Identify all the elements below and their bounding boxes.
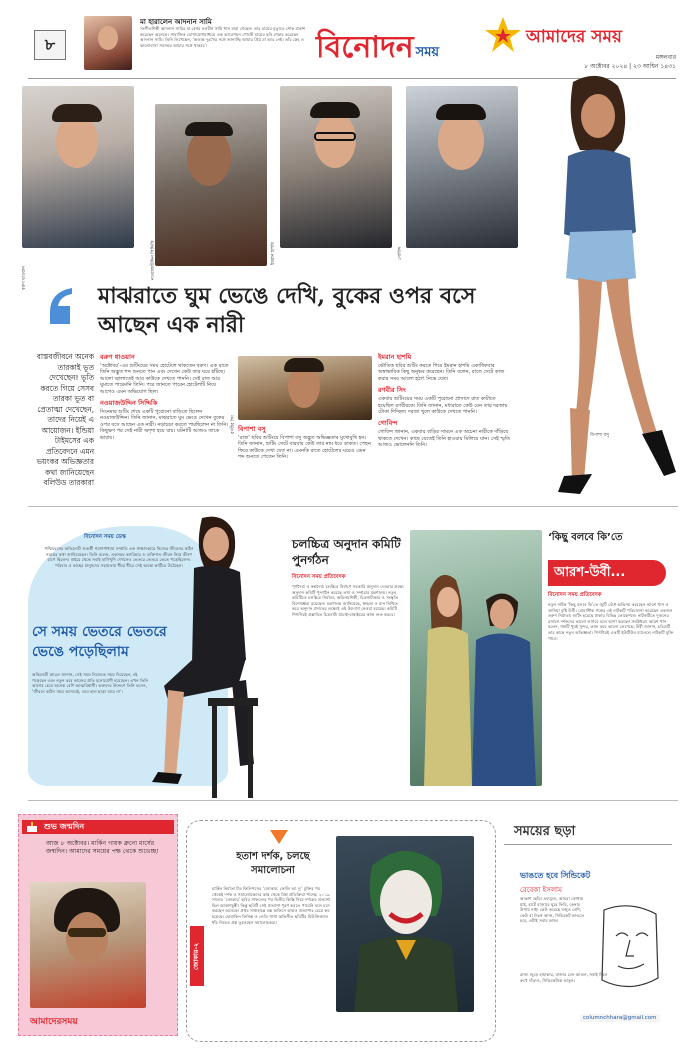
rhyme-poem-title: ভাঙতে হবে সিন্ডিকেট <box>520 871 591 880</box>
joker-headline: হতাশ দর্শক, চলছে সমালোচনা <box>236 851 310 876</box>
main-col3 <box>378 352 512 504</box>
story-right-tagline: ‘কিছু বলবে কি’তে <box>548 532 623 543</box>
photo-ranveer <box>238 356 372 420</box>
joker-side-label: জোকার-২ <box>192 942 200 970</box>
photo-bruno <box>30 882 146 1008</box>
photo-varun <box>22 86 134 248</box>
rhyme-title: সময়ের ছড়া <box>514 824 576 839</box>
main-col2 <box>238 424 372 504</box>
star-icon <box>484 16 522 54</box>
story-left-text: পশ্চিমবঙ্গের অভিনেত্রী শুভশ্রী গঙ্গোপাধ্যায় সম্প্রতি এক সাক্ষাৎকারে নিজের জীবনের কঠিন সময়ের কথা জানিয়েছেন। তিনি বলেন, একসময় ক্যারিয়ার ও ব্যক্তিগত জীবন নিয়ে ভীষণ চাপে ছিলেন। বাইরে থেকে সবাই হাসিখুশি দেখলেও ভেতরে ভেতরে ভেঙে পড়েছিলেন। পরিবার ও কাছের মানুষদের সহায়তায় ধীরে ধীরে সেই অবস্থা কাটিয়ে উঠেছেন। <box>44 546 194 568</box>
story-text: একবার শুটিংয়ের সময় একটি পুরোনো প্রাসাদে রাত কাটাতে হয়েছিল রণবীরকে। তিনি জানান, মধ্যরাতে কেউ যেন তার দরজায় টোকা দিচ্ছিল। দরজা খুলে কাউকে দেখতে পাননি। <box>378 396 508 416</box>
brand-name: আমাদের সময় <box>526 27 622 47</box>
columnist-text: সংগীতশিল্পী আদনান সামির মা বেগম নওরীন সামি খান মারা গেছেন। তার মায়ের মৃত্যুতে শোক প্রকাশ করেছেন অনেকে। সামাজিক যোগাযোগমাধ্যমে এক আবেগঘন পোস্টে মায়ের ছবি শেয়ার করেছেন আদনান সামি। তিনি লিখেছেন, ‘অত্যন্ত দুঃখের সঙ্গে জানাচ্ছি আমার প্রিয় মা আর নেই। তাঁর স্নেহ ও ভালোবাসা সবসময় আমার সঙ্গে থাকবে’। <box>140 26 306 48</box>
story-right-headline: আরশ-উর্বী... <box>548 560 666 586</box>
rhyme-stanza2: রাজ্য জুড়ে হাহাকার, বাজার যেন আগুন, সবাই মিলে রুখে দাঁড়াও, সিন্ডিকেটকে ভাঙুন। <box>520 972 608 983</box>
story-name: রণবীর সিং <box>378 386 406 395</box>
story-text: গোবিন্দ জানান, একবার বাড়ির সামনে এক অচেনা নারীকে দাঁড়িয়ে থাকতে দেখেন। কাছে যেতেই তিনি হাওয়ায় মিলিয়ে যান। সেই স্মৃতি আজও ভোলেননি তিনি। <box>378 429 510 449</box>
photo-joker <box>336 836 474 1012</box>
story-name: নওয়াজউদ্দিন সিদ্দিকি <box>100 399 158 408</box>
story-text: সিনেমার শুটিং শেষে একটি পুরোনো বাড়িতে ছিলেন নওয়াজউদ্দিন। তিনি জানান, মাঝরাতে ঘুম ভেঙে দেখেন বুকের ওপর বসে আছেন এক নারী। নড়াচড়া করতে পারছিলেন না তিনি। কিছুক্ষণ পর সেই নারী অদৃশ্য হয়ে যায়। ঘটনাটি আজও তাকে ভাবায়। <box>100 409 229 441</box>
header <box>28 12 676 78</box>
pull-quote: বাস্তবজীবনে অনেক তারকাই ভূত দেখেছেন! ভূতি করতে গিয়ে সেসব তারকা ভূত বা প্রেতাত্মা দেখেছেন, তাদের নিয়েই এ আয়োজন। ইন্ডিয়া টাইমসের এক প্রতিবেদনে এমন ভয়ংকর অভিজ্ঞতার কথা জানিয়েছেন বলিউড তারকারা <box>36 352 94 487</box>
page-number-box <box>34 30 66 60</box>
caption-bipasha: বিপাশা বসু <box>590 433 610 438</box>
birthday-text: আজ ৮ অক্টোবর। মার্কিন গায়ক ব্রুনো মার্সের জন্মদিন। আমাদের সময়ের পক্ষ থেকে শুভেচ্ছা <box>46 840 159 856</box>
story-left-byline: বিনোদন সময় ডেস্ক <box>84 534 126 540</box>
columnist-photo <box>84 16 132 70</box>
rhyme-stanza1: আকাশ ছোঁয়া দ্রব্যমূল্য, আমরা কোথায় যাই, হাটে বাজারে ঘুরে ফিরি, কেনার উপায় নাই। কেউ করেছে মজুত বেশি, কেউ বা নিঃস্ব আজ, সিন্ডিকেট ভাঙতে হবে, এটাই সবার কাজ। <box>520 896 585 924</box>
caption-varun: বরুণ ধাওয়ান <box>22 266 27 290</box>
quote-mark-icon <box>44 286 74 326</box>
sketch-illustration <box>590 900 670 996</box>
story-left-text2: অভিনেত্রী আরও জানান, সেই সময় নিজেকে সময় দিয়েছেন, বই পড়েছেন এবং নতুন করে কাজের প্রতি মনোযোগী হয়েছেন। এখন তিনি আগের চেয়ে অনেক বেশি আত্মবিশ্বাসী। ভক্তদের উদ্দেশে তিনি বলেন, ‘জীবনে কঠিন সময় আসবেই, তবে হাল ছাড়া যাবে না’। <box>32 672 148 694</box>
main-col1 <box>100 352 230 502</box>
caption-nawaz: নওয়াজউদ্দিন সিদ্দিকি <box>151 240 156 280</box>
issue-date: ৮ অক্টোবর ২০২৪ | ২৩ আশ্বিন ১৪৩১ <box>584 63 676 70</box>
story-text: ‘রাজ’ ছবির শুটিংয়ে বিপাশা বসু অদ্ভুত অভিজ্ঞতার মুখোমুখি হন। তিনি জানান, শুটিং সেটে বারবার কেউ তার নাম ধরে ডাকত। পেছন ফিরে কাউকে দেখা যেত না। এমনকি রাতে হোটেলের ঘরেও এমন শব্দ শুনতে পেতেন তিনি। <box>238 435 371 461</box>
caption-emraan: ইমরান হাশমি <box>271 242 276 265</box>
caption-govinda: গোবিন্দ <box>398 246 403 260</box>
main-headline: মাঝরাতে ঘুম ভেঙে দেখি, বুকের ওপর বসে আছেন এক নারী <box>98 283 476 338</box>
section-divider <box>28 800 678 801</box>
chevron-down-icon <box>270 830 288 844</box>
page-number: ৮ <box>44 34 56 54</box>
story-name: ইমরান হাশমি <box>378 353 412 361</box>
birthday-brand: আমাদেরসময় <box>30 1017 78 1027</box>
story-left-headline: সে সময় ভেতরে ভেতরে ভেঙে পড়েছিলাম <box>32 624 167 660</box>
photo-nawaz <box>155 104 267 266</box>
section-title-sub: সময় <box>415 45 440 60</box>
section-title-main: বিনোদন <box>316 30 414 65</box>
story-center-byline: বিনোদন সময় প্রতিবেদক <box>292 574 346 580</box>
issue-day: মঙ্গলবার <box>655 54 676 61</box>
rhyme-email[interactable]: columnchhara@gmail.com <box>580 1014 660 1022</box>
rhyme-divider <box>504 844 672 845</box>
story-right-text: নতুন নাটক ‘কিছু বলবে কি’তে জুটি বেঁধে অভিনয় করেছেন আরশ খান ও তানিয়া বৃষ্টি উর্বী। রোমান্টিক গল্পের এই নাটকটি পরিচালনা করেছেন একজন তরুণ নির্মাতা। শুটিং হয়েছে ঢাকার বিভিন্ন লোকেশনে। নাটকটিতে দুজনের রসায়ন দর্শকদের ভালো লাগবে বলে আশা করছেন সংশ্লিষ্টরা। আরশ খান বলেন, গল্পটি খুবই সুন্দর, কাজ করে ভালো লেগেছে। উর্বী জানান, চরিত্রটি তার কাছে নতুন অভিজ্ঞতা। শিগগিরই একটি ইউটিউব চ্যানেলে নাটকটি মুক্তি পাবে। <box>548 602 674 641</box>
story-right-byline: বিনোদন সময় প্রতিবেদক <box>548 592 602 598</box>
photo-govinda <box>406 86 518 248</box>
story-center-text: পূর্ণদৈর্ঘ্য ও স্বল্পদৈর্ঘ্য চলচ্চিত্র নির্মাণে সরকারি অনুদান দেওয়ার লক্ষ্যে অনুদান কমিটি পুনর্গঠন করেছে তথ্য ও সম্প্রচার মন্ত্রণালয়। নতুন কমিটিতে চলচ্চিত্র নির্মাতা, অভিনয়শিল্পী, চিত্রনাট্যকার ও সংস্কৃতি বিশেষজ্ঞরা রয়েছেন। মন্ত্রণালয় জানিয়েছে, স্বচ্ছতা ও মান নিশ্চিত করে অনুদান প্রদানের লক্ষ্যেই এই উদ্যোগ নেওয়া হয়েছে। কমিটি শিগগিরই প্রস্তাবিত চিত্রনাট্য যাচাই-বাছাইয়ের কাজ শুরু করবে। <box>292 584 404 617</box>
columnist-name: মা হারালেন আদনান সামি <box>140 18 212 26</box>
birthday-title: শুভ জন্মদিন <box>44 822 85 831</box>
photo-actress-chair <box>128 510 288 802</box>
section-title <box>316 18 486 68</box>
caption-ranveer: রণবীর সিং <box>231 414 236 434</box>
cake-icon <box>26 822 38 832</box>
joker-text: মার্কিন নির্মাতা টড ফিলিপসের ‘জোকার: ফোলি আ দ্যু’ মুক্তির পর থেকেই দর্শক ও সমালোচকদের কাছ থেকে মিশ্র প্রতিক্রিয়া পাচ্ছে। ২০১৯ সালের ‘জোকার’ ছবির সাফল্যের পর দ্বিতীয় কিস্তি নিয়ে দর্শকের প্রত্যাশা ছিল আকাশচুম্বী। কিন্তু ছবিটি সেই প্রত্যাশা পূরণ করতে পারেনি বলে মনে করছেন অনেকে। প্রথম সপ্তাহান্তে বক্স অফিসে আয়ও প্রত্যাশার চেয়ে কম হয়েছে। হোয়াকিন ফিনিক্স ও লেডি গাগা অভিনীত ছবিটির মিউজিক্যাল ধাঁচ নিয়েও প্রশ্ন তুলেছেন সমালোচকরা। <box>212 886 331 925</box>
story-text: ‘অক্টোবর’-এর শুটিংয়ের সময় হোটেলে থাকতেন বরুণ। এক রাতে তিনি অদ্ভুত শব্দ শুনতে পান এবং দেখেন কেউ তার ঘরে হাঁটছে। আলো জ্বালাতেই আর কাউকে দেখতে পাননি। সেই রাত আর ঘুমাতে পারেননি তিনি। পরে জানতে পারেন হোটেলটি নিয়ে আগেও এমন অভিযোগ ছিল। <box>100 363 229 395</box>
photo-couple <box>410 530 542 786</box>
story-name: বরুণ ধাওয়ান <box>100 353 135 361</box>
photo-emraan <box>280 86 392 248</box>
story-name: গোবিন্দ <box>378 419 398 428</box>
story-text: ভৌতিক ছবির শুটিং করতে গিয়ে ইমরান হাশমি একাধিকবার অস্বাভাবিক কিছু অনুভব করেছেন। তিনি বলেন, রাতে সেটে কাজ করার সময় আলো হঠাৎ নিভে যেত। <box>378 363 505 382</box>
story-center-headline: চলচ্চিত্র অনুদান কমিটি পুনর্গঠন <box>292 537 401 567</box>
section-divider <box>28 506 678 507</box>
rhyme-author: রেবেকা ইসলাম <box>520 886 562 894</box>
story-name: বিপাশা বসু <box>238 425 266 433</box>
